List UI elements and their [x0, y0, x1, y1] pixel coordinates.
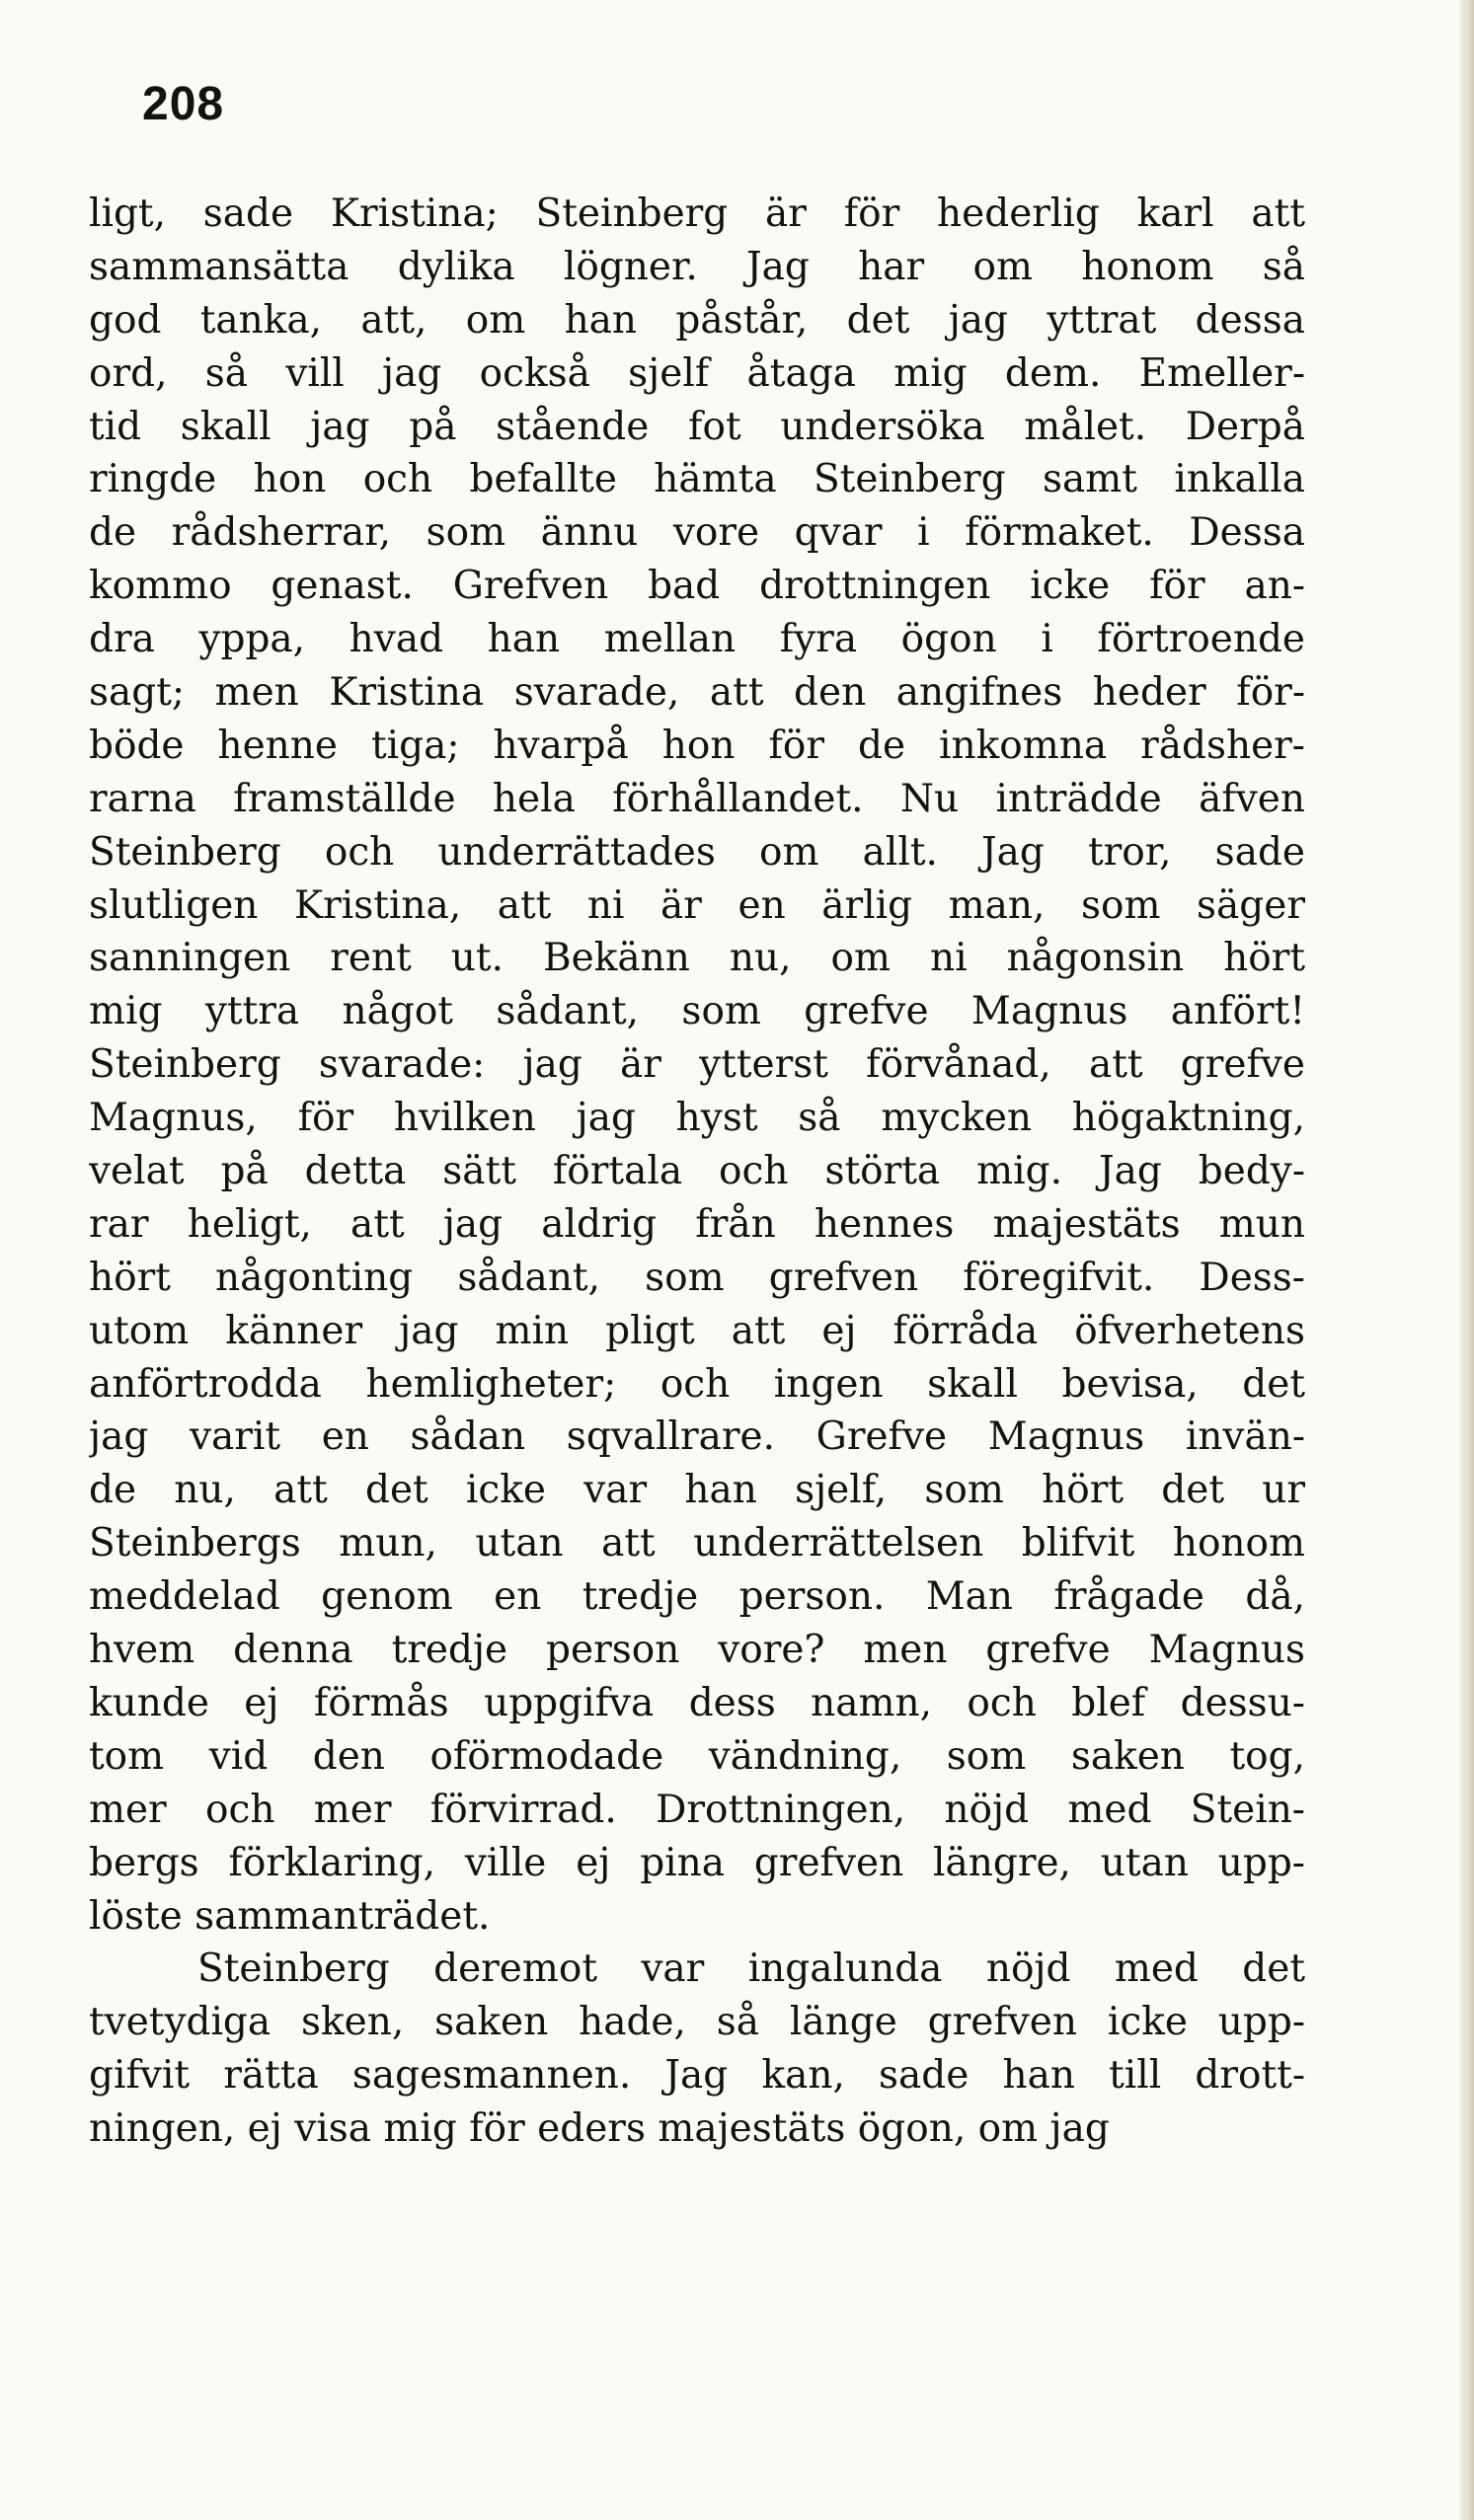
text-line: kommo genast. Grefven bad drottningen icke för an- [89, 564, 1305, 609]
text-line: jag varit en sådan sqvallrare. Grefve Magnus invän- [89, 1414, 1305, 1460]
text-line: Steinberg svarade: jag är ytterst förvånad, att grefve [89, 1042, 1305, 1088]
text-line: tvetydiga sken, saken hade, så länge grefven icke upp- [89, 2000, 1305, 2045]
text-line: god tanka, att, om han påstår, det jag yttrat dessa [89, 297, 1305, 343]
text-line: tom vid den oförmodade vändning, som saken tog, [89, 1733, 1305, 1779]
text-line: kunde ej förmås uppgifva dess namn, och blef dessu- [89, 1680, 1305, 1725]
text-line: löste sammanträdet. [89, 1893, 491, 1939]
text-line: sagt; men Kristina svarade, att den angifnes heder för- [89, 670, 1305, 716]
text-line: ringde hon och befallte hämta Steinberg samt inkalla [89, 457, 1305, 502]
text-line: dra yppa, hvad han mellan fyra ögon i förtroende [89, 617, 1305, 662]
text-line: de rådsherrar, som ännu vore qvar i förmaket. Dessa [89, 510, 1305, 556]
text-line: hvem denna tredje person vore? men grefve Magnus [89, 1628, 1305, 1673]
text-line: sammansätta dylika lögner. Jag har om honom så [89, 244, 1305, 289]
body-text [89, 188, 1305, 2156]
text-line: gifvit rätta sagesmannen. Jag kan, sade han till drott- [89, 2053, 1305, 2099]
text-line: Steinberg och underrättades om allt. Jag tror, sade [89, 829, 1305, 875]
text-line: anförtrodda hemligheter; och ingen skall bevisa, det [89, 1361, 1305, 1407]
text-line: bergs förklaring, ville ej pina grefven längre, utan upp- [89, 1840, 1305, 1885]
text-line: rarna framställde hela förhållandet. Nu inträdde äfven [89, 776, 1305, 821]
text-line: sanningen rent ut. Bekänn nu, om ni någonsin hört [89, 936, 1305, 981]
text-line: ningen, ej visa mig för eders majestäts ögon, om jag [89, 2106, 1110, 2152]
text-line: tid skall jag på stående fot undersöka målet. Derpå [89, 404, 1305, 449]
page-edge [1460, 0, 1474, 2520]
text-line: utom känner jag min pligt att ej förråda öfverhetens [89, 1308, 1305, 1353]
text-line: ligt, sade Kristina; Steinberg är för hederlig karl att [89, 191, 1305, 236]
page-number: 208 [142, 78, 225, 130]
text-line: velat på detta sätt förtala och störta mig. Jag bedy- [89, 1149, 1305, 1194]
text-line: rar heligt, att jag aldrig från hennes majestäts mun [89, 1201, 1305, 1247]
text-line: meddelad genom en tredje person. Man frågade då, [89, 1574, 1305, 1620]
text-line: Steinbergs mun, utan att underrättelsen blifvit honom [89, 1521, 1305, 1566]
text-line: mer och mer förvirrad. Drottningen, nöjd med Stein- [89, 1787, 1305, 1832]
text-line: de nu, att det icke var han sjelf, som hört det ur [89, 1468, 1305, 1513]
text-line: hört någonting sådant, som grefven föregifvit. Dess- [89, 1255, 1305, 1300]
text-line: Steinberg deremot var ingalunda nöjd med det [197, 1947, 1305, 1992]
text-line: ord, så vill jag också sjelf åtaga mig dem. Emeller- [89, 350, 1305, 396]
text-line: böde henne tiga; hvarpå hon för de inkomna rådsher- [89, 723, 1305, 768]
text-line: mig yttra något sådant, som grefve Magnus anfört! [89, 989, 1305, 1034]
text-line: Magnus, för hvilken jag hyst så mycken högaktning, [89, 1096, 1305, 1141]
text-line: slutligen Kristina, att ni är en ärlig man, som säger [89, 882, 1305, 928]
